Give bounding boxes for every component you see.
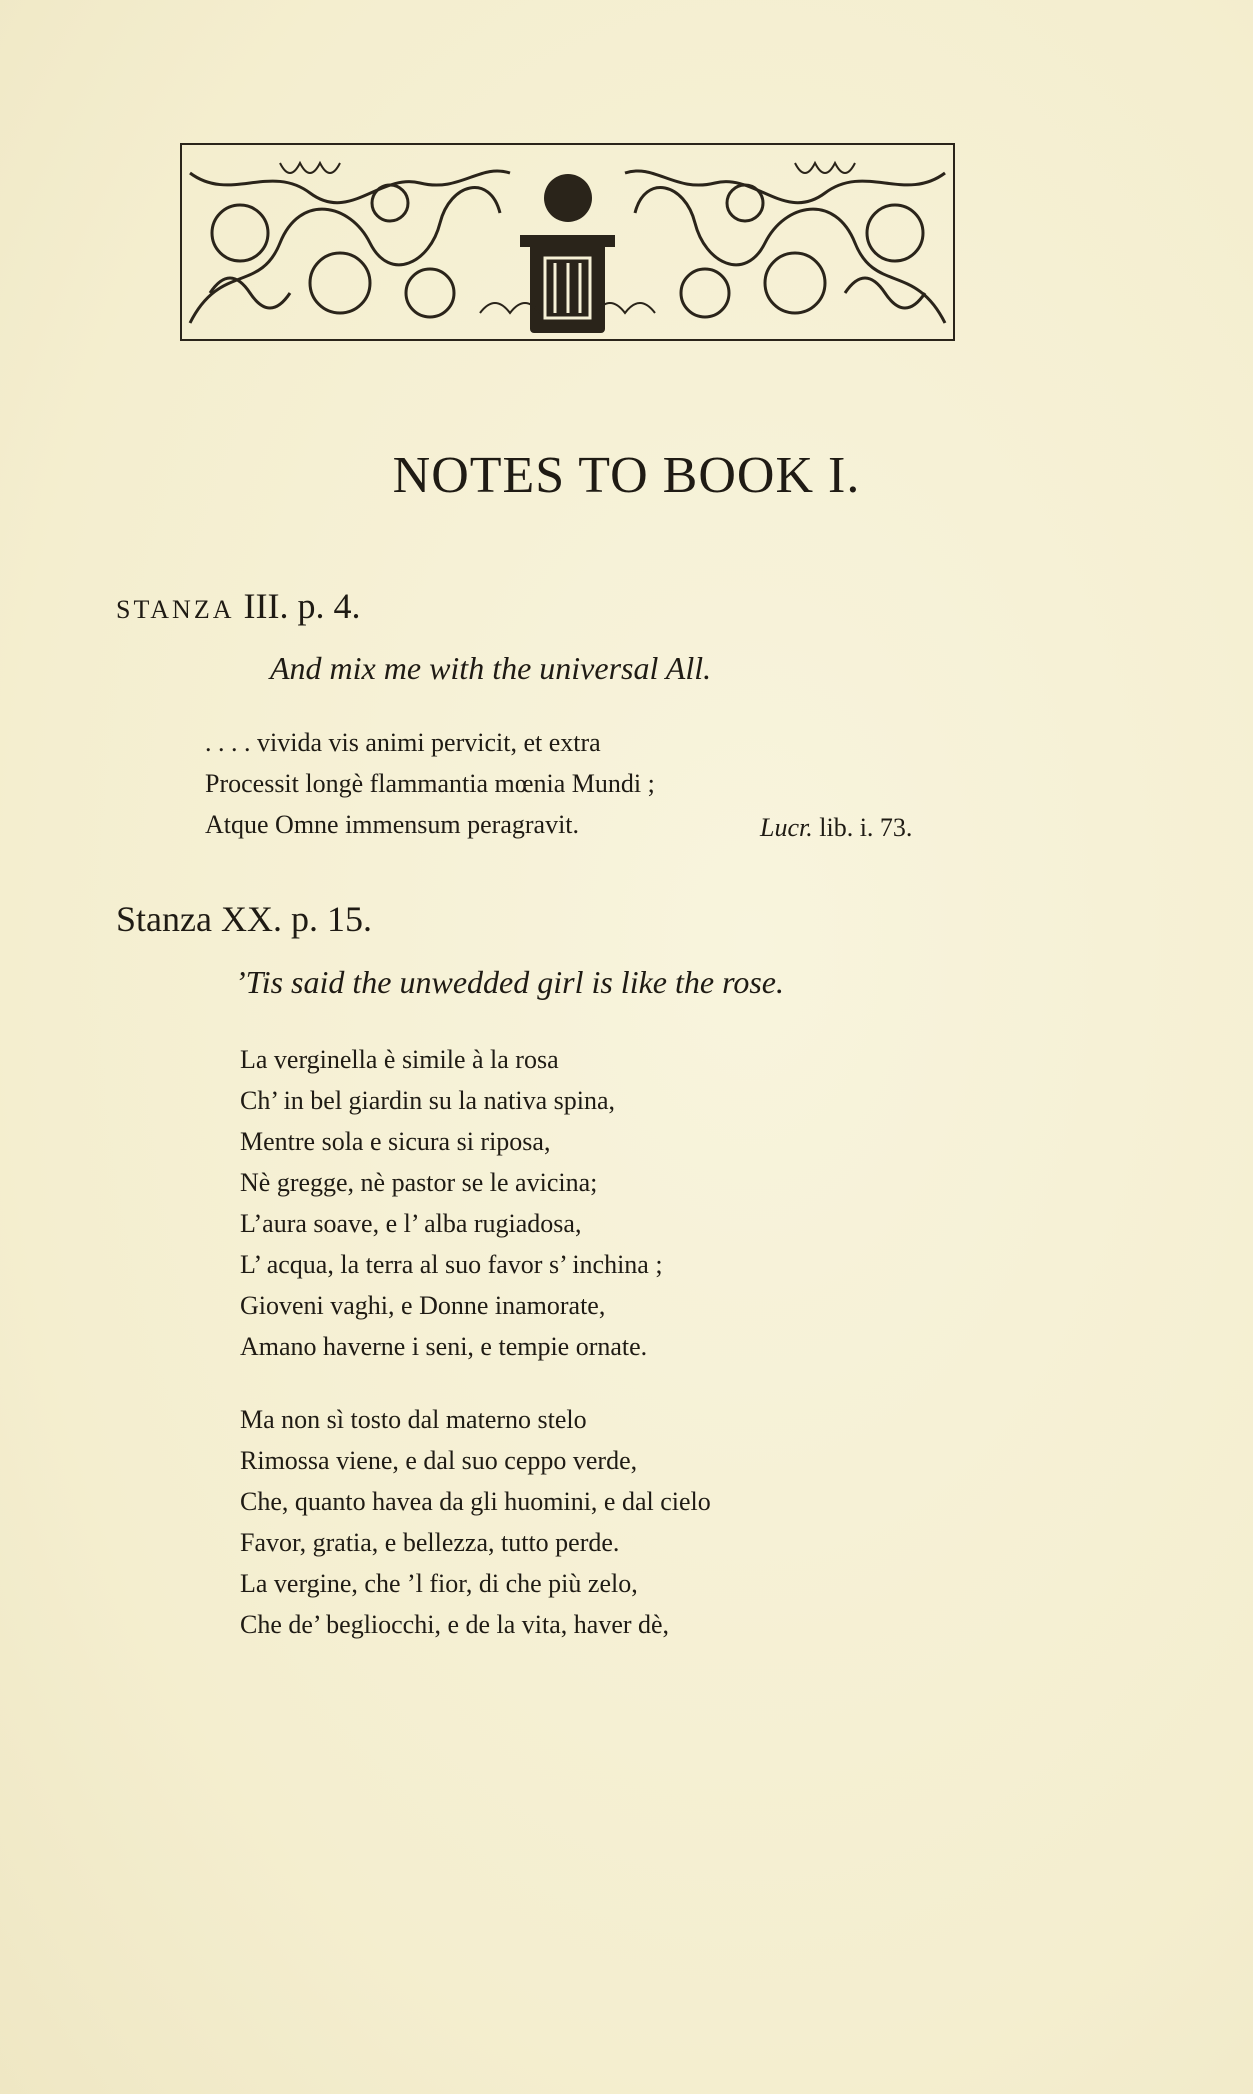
citation-author: Lucr. — [760, 813, 813, 842]
verse-line: Che, quanto havea da gli huomini, e dal cielo — [240, 1487, 711, 1516]
verse-line: Mentre sola e sicura si riposa, — [240, 1127, 551, 1156]
verse-line: La verginella è simile à la rosa — [240, 1045, 559, 1074]
quote-line: Processit longè flammantia mœnia Mundi ; — [205, 769, 655, 798]
verse-line: Favor, gratia, e bellezza, tutto perde. — [240, 1528, 620, 1557]
page-title: NOTES TO BOOK I. — [392, 447, 861, 504]
ornamental-headpiece — [180, 143, 955, 341]
verse-line: Amano haverne i seni, e tempie ornate. — [240, 1332, 648, 1361]
stanza-20-heading: Stanza XX. p. 15. — [116, 899, 372, 939]
verse-line: Gioveni vaghi, e Donne inamorate, — [240, 1291, 606, 1320]
verse-line: L’ acqua, la terra al suo favor s’ inchina ; — [240, 1250, 663, 1279]
verse-line: Rimossa viene, e dal suo ceppo verde, — [240, 1446, 638, 1475]
citation-ref: lib. i. 73. — [819, 813, 913, 842]
stanza-3-label-rest: III. p. 4. — [243, 586, 361, 626]
verse-line: Che de’ begliocchi, e de la vita, haver dè, — [240, 1610, 670, 1639]
verse-line: L’aura soave, e l’ alba rugiadosa, — [240, 1209, 582, 1238]
stanza-20-verse-1 — [240, 1039, 663, 1367]
stanza-20-epigraph: ’Tis said the unwedded girl is like the rose. — [235, 964, 784, 1000]
quote-line: Atque Omne immensum peragravit. — [205, 810, 580, 839]
verse-line: Ma non sì tosto dal materno stelo — [240, 1405, 587, 1434]
stanza-3-quote — [205, 722, 655, 845]
stanza-3-epigraph: And mix me with the universal All. — [270, 650, 712, 686]
quote-line: . . . . vivida vis animi pervicit, et extra — [205, 728, 601, 757]
stanza-3-heading — [116, 585, 360, 627]
stanza-20-verse-2 — [240, 1399, 711, 1645]
verse-line: Nè gregge, nè pastor se le avicina; — [240, 1168, 598, 1197]
verse-line: Ch’ in bel giardin su la nativa spina, — [240, 1086, 615, 1115]
verse-line: La vergine, che ’l fior, di che più zelo, — [240, 1569, 638, 1598]
stanza-3-citation — [760, 813, 912, 843]
stanza-3-label-smallcaps: STANZA — [116, 595, 235, 624]
